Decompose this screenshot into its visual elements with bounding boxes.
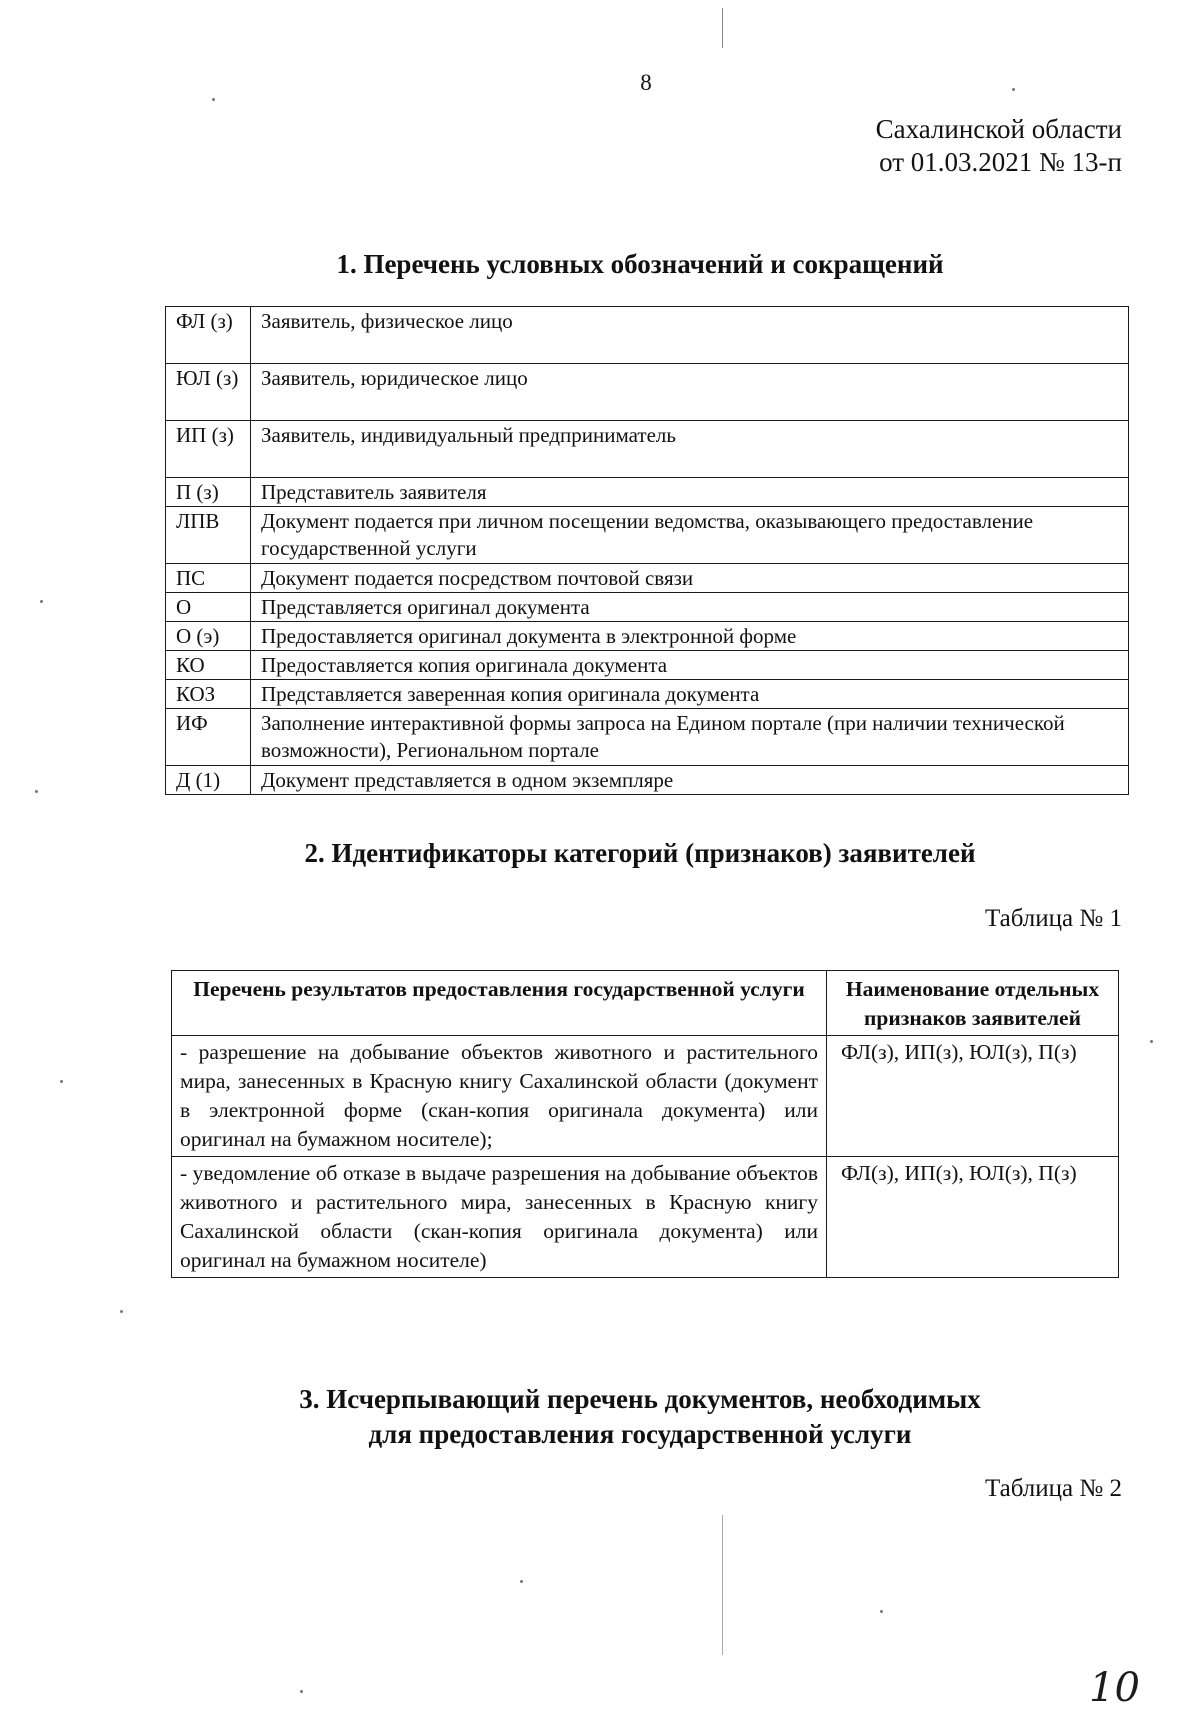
- abbr-description: Предоставляется оригинал документа в электронной форме: [251, 622, 1129, 651]
- result-cell: - разрешение на добывание объектов животного и растительного мира, занесенных в Красную книгу Сахалинской области (документ в электронной форме (скан-копия оригинала документа) или оригинал на бумажном носителе);: [172, 1036, 827, 1157]
- section3-title-line2: для предоставления государственной услуги: [368, 1419, 912, 1449]
- abbr-description: Документ подается посредством почтовой связи: [251, 564, 1129, 593]
- abbr-code: ФЛ (з): [166, 307, 251, 364]
- header-document-reference: от 01.03.2021 № 13-п: [879, 147, 1122, 177]
- abbr-code: О (э): [166, 622, 251, 651]
- section3-title-line1: 3. Исчерпывающий перечень документов, необходимых: [299, 1384, 981, 1414]
- section2-title: 2. Идентификаторы категорий (признаков) заявителей: [304, 838, 976, 868]
- table-row: [166, 680, 1129, 709]
- abbr-description: Представляется оригинал документа: [251, 593, 1129, 622]
- categories-cell: ФЛ(з), ИП(з), ЮЛ(з), П(з): [827, 1036, 1119, 1157]
- section1-title: 1. Перечень условных обозначений и сокращений: [336, 249, 944, 279]
- abbr-description: Заполнение интерактивной формы запроса на Едином портале (при наличии технической возможности), Региональном портале: [251, 709, 1129, 766]
- abbr-code: КОЗ: [166, 680, 251, 709]
- section3-title: [150, 1382, 1130, 1452]
- table-header-row: [172, 971, 1119, 1036]
- result-cell: - уведомление об отказе в выдаче разрешения на добывание объектов животного и растительного мира, занесенных в Красную книгу Сахалинской области (скан-копия оригинала документа) или оригинал на бумажном носителе): [172, 1157, 827, 1278]
- abbr-code: КО: [166, 651, 251, 680]
- abbr-description: Заявитель, юридическое лицо: [251, 364, 1129, 421]
- table-row: [166, 766, 1129, 795]
- abbr-code: ЮЛ (з): [166, 364, 251, 421]
- abbr-description: Представляется заверенная копия оригинала документа: [251, 680, 1129, 709]
- abbr-code: П (з): [166, 478, 251, 507]
- abbr-code: ЛПВ: [166, 507, 251, 564]
- table1-label: Таблица № 1: [984, 905, 1122, 932]
- page-number: 8: [640, 70, 652, 95]
- abbr-description: Документ представляется в одном экземпляре: [251, 766, 1129, 795]
- abbr-code: ИФ: [166, 709, 251, 766]
- handwritten-page-number: 10: [1089, 1665, 1140, 1711]
- abbr-description: Документ подается при личном посещении ведомства, оказывающего предоставление государственной услуги: [251, 507, 1129, 564]
- column-header-results: Перечень результатов предоставления государственной услуги: [172, 971, 827, 1036]
- table-row: [166, 307, 1129, 364]
- abbr-description: Заявитель, индивидуальный предприниматель: [251, 421, 1129, 478]
- abbr-description: Представитель заявителя: [251, 478, 1129, 507]
- scan-fold-mark-lower: [722, 1515, 723, 1655]
- abbreviations-table: [165, 306, 1129, 795]
- column-header-categories: Наименование отдельных признаков заявителей: [827, 971, 1119, 1036]
- table-row: [166, 507, 1129, 564]
- categories-cell: ФЛ(з), ИП(з), ЮЛ(з), П(з): [827, 1157, 1119, 1278]
- header-organization: Сахалинской области: [875, 114, 1122, 144]
- table2-label: Таблица № 2: [984, 1475, 1122, 1502]
- abbr-description: Заявитель, физическое лицо: [251, 307, 1129, 364]
- table-row: [166, 651, 1129, 680]
- table-row: [172, 1157, 1119, 1278]
- abbr-code: ПС: [166, 564, 251, 593]
- table-row: [172, 1036, 1119, 1157]
- scan-fold-mark: [722, 8, 723, 48]
- abbr-code: ИП (з): [166, 421, 251, 478]
- table-row: [166, 564, 1129, 593]
- abbr-code: О: [166, 593, 251, 622]
- applicant-categories-table: [171, 970, 1119, 1278]
- table-row: [166, 622, 1129, 651]
- abbr-description: Предоставляется копия оригинала документа: [251, 651, 1129, 680]
- table-row: [166, 364, 1129, 421]
- table-row: [166, 478, 1129, 507]
- table-row: [166, 709, 1129, 766]
- table-row: [166, 593, 1129, 622]
- abbr-code: Д (1): [166, 766, 251, 795]
- table-row: [166, 421, 1129, 478]
